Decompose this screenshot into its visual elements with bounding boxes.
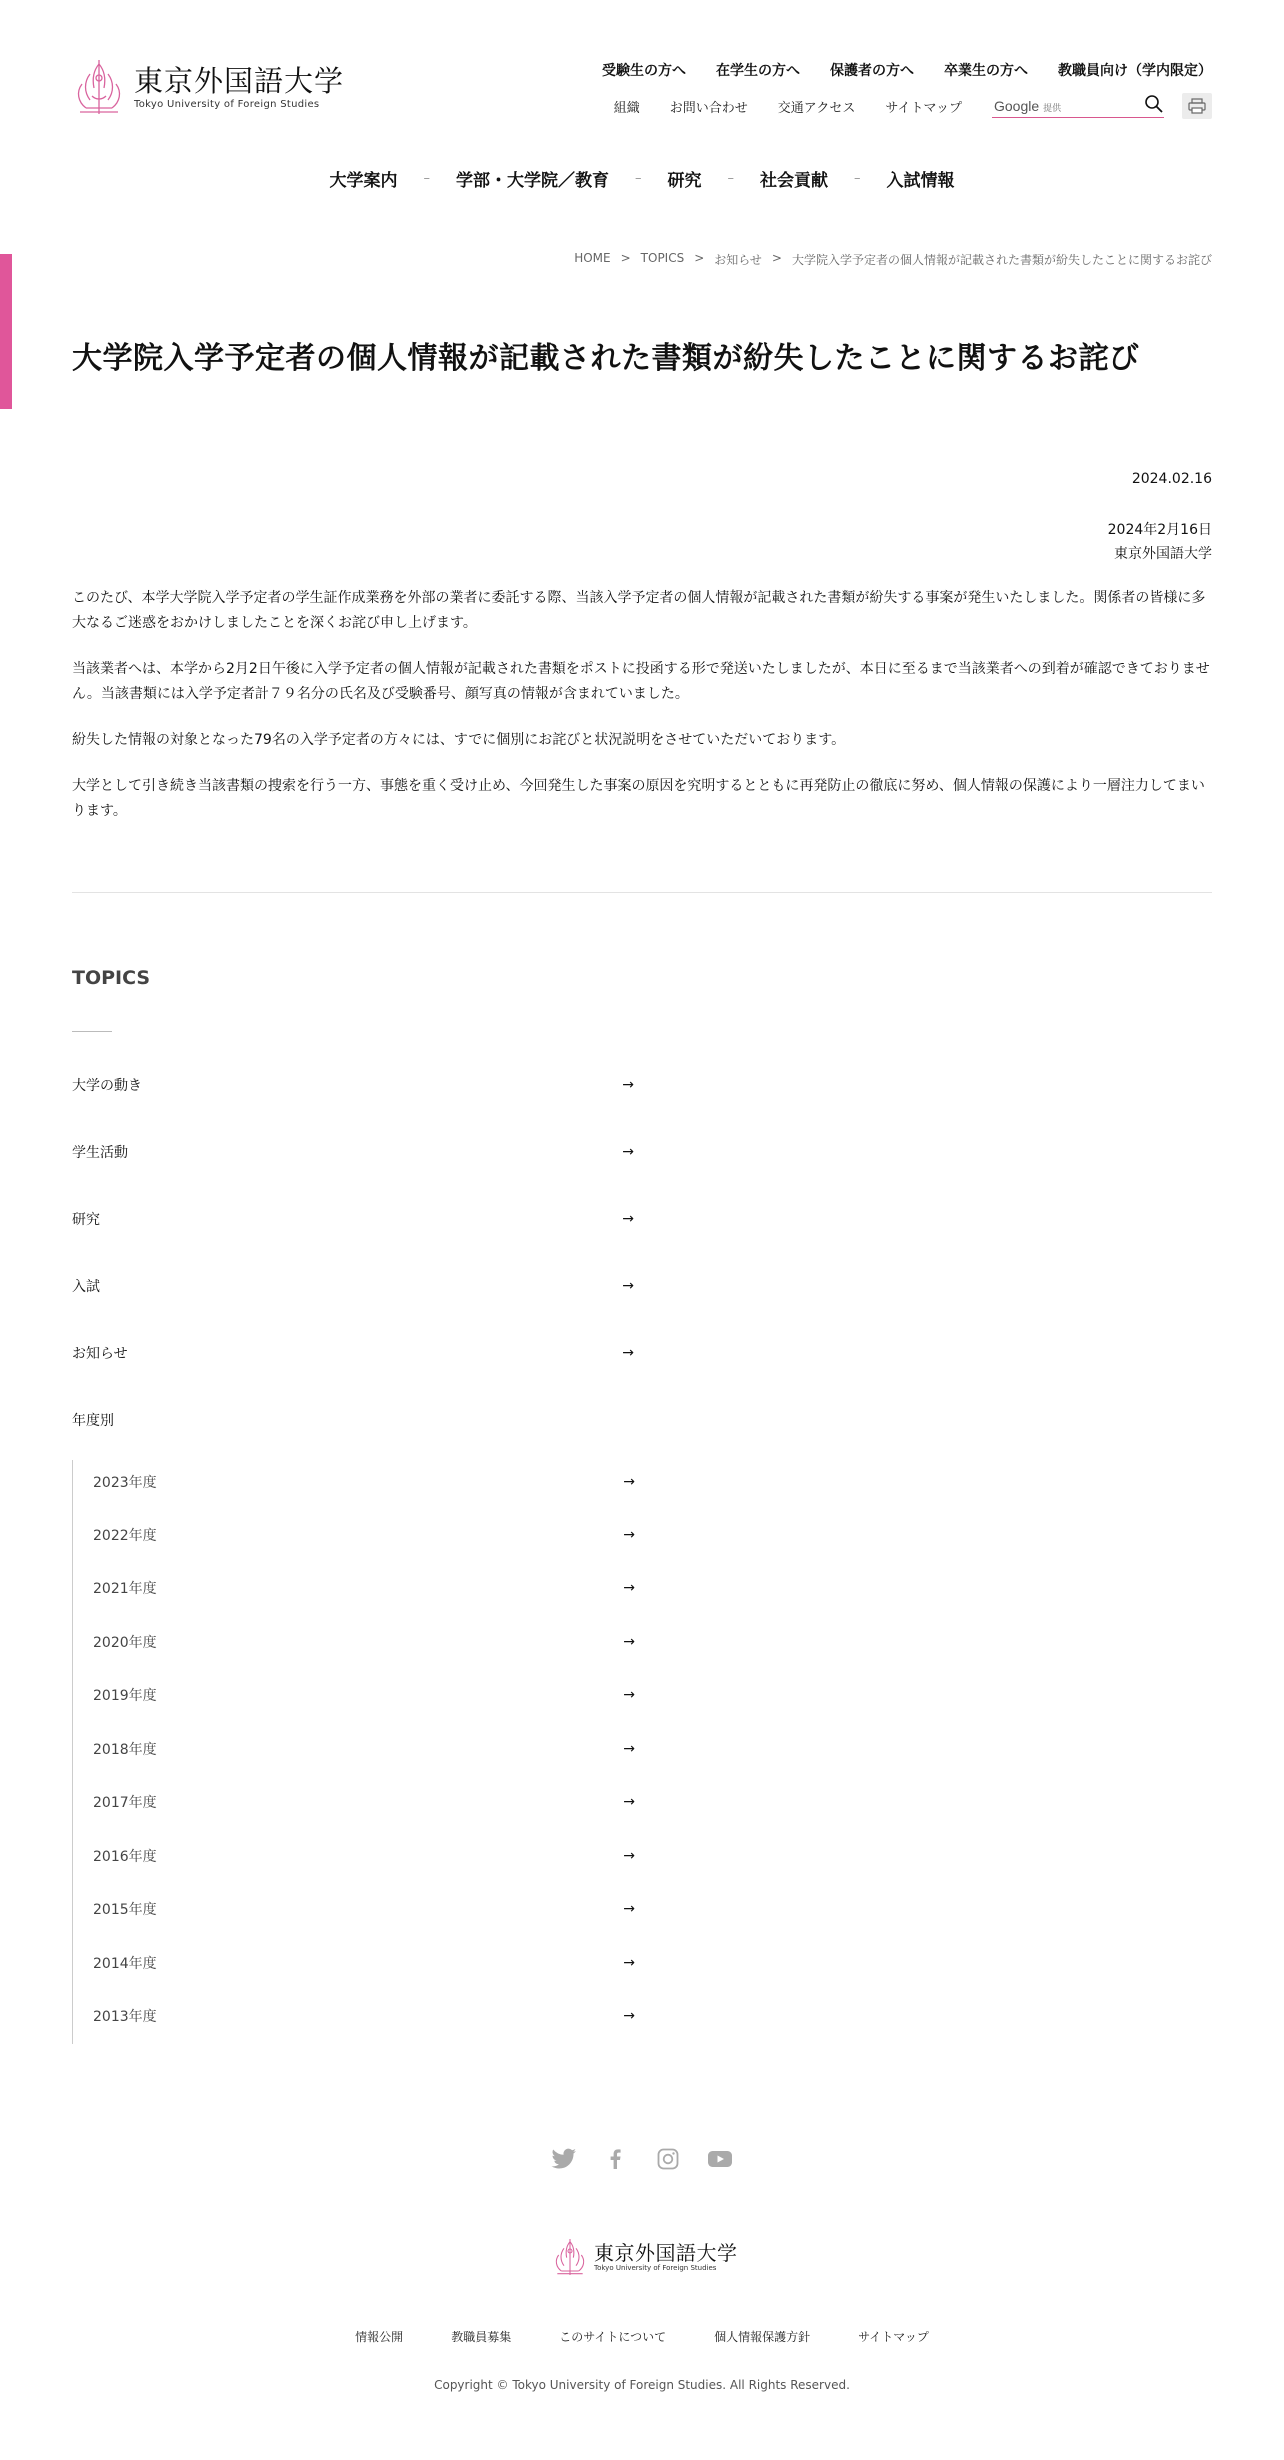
signature-org: 東京外国語大学 <box>1114 546 1212 562</box>
gnav-separator: – <box>727 171 734 186</box>
arrow-right-icon: → <box>623 1848 635 1864</box>
year-list <box>72 1460 634 2044</box>
arrow-right-icon: → <box>623 1794 635 1810</box>
facebook-icon[interactable] <box>603 2148 629 2174</box>
footer-nav <box>0 2328 1284 2345</box>
breadcrumb-current: 大学院入学予定者の個人情報が記載された書類が紛失したことに関するお詫び <box>791 253 1212 267</box>
audience-link-students[interactable]: 在学生の方へ <box>716 63 800 79</box>
footer-link-disclosure[interactable]: 情報公開 <box>355 2330 404 2344</box>
year-label: 2015年度 <box>93 1902 157 1918</box>
search-icon[interactable] <box>1144 94 1164 114</box>
arrow-right-icon: → <box>623 2008 635 2024</box>
arrow-right-icon: → <box>622 1211 634 1227</box>
year-label: 2013年度 <box>93 2009 157 2025</box>
arrow-right-icon: → <box>623 1527 635 1543</box>
article-paragraph: 大学として引き続き当該書類の捜索を行う一方、事態を重く受け止め、今回発生した事案の原因を究明するとともに再発防止の徹底に努め、個人情報の保護により一層注力してまいります。 <box>72 778 1205 819</box>
topics-category-news[interactable] <box>72 1343 634 1363</box>
gnav-separator: – <box>635 171 642 186</box>
social-links <box>0 2148 1284 2174</box>
year-label: 2014年度 <box>93 1956 157 1972</box>
footer-link-about-site[interactable]: このサイトについて <box>559 2330 667 2344</box>
year-label: 2022年度 <box>93 1528 157 1544</box>
topics-category-university[interactable] <box>72 1075 634 1095</box>
article-body <box>72 586 1212 845</box>
arrow-right-icon: → <box>622 1278 634 1294</box>
audience-nav <box>602 60 1212 80</box>
logo-title: 東京外国語大学 <box>134 63 345 98</box>
arrow-right-icon: → <box>622 1345 634 1361</box>
util-link-contact[interactable]: お問い合わせ <box>669 100 748 116</box>
breadcrumb-topics[interactable]: TOPICS <box>640 251 685 265</box>
audience-link-alumni[interactable]: 卒業生の方へ <box>944 63 1028 79</box>
topics-category-admissions[interactable] <box>72 1276 634 1296</box>
year-label: 2020年度 <box>93 1635 157 1651</box>
arrow-right-icon: → <box>622 1144 634 1160</box>
category-label: 研究 <box>72 1212 100 1228</box>
year-item-2015[interactable] <box>93 1899 635 1919</box>
arrow-right-icon: → <box>623 1901 635 1917</box>
breadcrumb-home[interactable]: HOME <box>574 251 611 265</box>
gnav-about[interactable]: 大学案内 <box>329 171 398 191</box>
year-label: 2019年度 <box>93 1688 157 1704</box>
title-accent-bar <box>0 254 12 409</box>
article-paragraph: このたび、本学大学院入学予定者の学生証作成業務を外部の業者に委託する際、当該入学予定者の個人情報が記載された書類が紛失する事案が発生いたしました。関係者の皆様に多大なるご迷惑をおかけしましたことを深くお詫び申し上げます。 <box>72 590 1206 631</box>
global-nav <box>0 166 1284 191</box>
year-label: 2021年度 <box>93 1581 157 1597</box>
audience-link-parents[interactable]: 保護者の方へ <box>830 63 914 79</box>
year-item-2019[interactable] <box>93 1685 635 1705</box>
year-item-2023[interactable] <box>93 1472 635 1492</box>
util-link-organization[interactable]: 組織 <box>613 100 640 116</box>
footer-link-privacy[interactable]: 個人情報保護方針 <box>714 2330 811 2344</box>
utility-nav <box>614 93 1212 119</box>
year-item-2020[interactable] <box>93 1632 635 1652</box>
topics-category-research[interactable] <box>72 1209 634 1229</box>
footer-logo-subtitle: Tokyo University of Foreign Studies <box>594 2264 717 2272</box>
gnav-admissions[interactable]: 入試情報 <box>886 171 955 191</box>
year-label: 2018年度 <box>93 1742 157 1758</box>
search-brand-suffix: 提供 <box>1043 103 1062 114</box>
search-input[interactable] <box>992 94 1164 118</box>
year-label: 2023年度 <box>93 1475 157 1491</box>
topics-heading-underline <box>72 1031 112 1032</box>
footer-link-sitemap[interactable]: サイトマップ <box>858 2330 929 2344</box>
university-emblem-icon <box>72 56 126 118</box>
footer-logo-title: 東京外国語大学 <box>594 2241 738 2265</box>
gnav-contribution[interactable]: 社会貢献 <box>760 171 828 191</box>
post-date: 2024.02.16 <box>1131 471 1212 487</box>
logo-subtitle: Tokyo University of Foreign Studies <box>134 98 320 110</box>
year-item-2018[interactable] <box>93 1739 635 1759</box>
year-item-2014[interactable] <box>93 1953 635 1973</box>
article-paragraph: 紛失した情報の対象となった79名の入学予定者の方々には、すでに個別にお詫びと状況説明をさせていただいております。 <box>72 732 846 748</box>
search-brand: Google <box>994 97 1040 114</box>
footer-link-recruit[interactable]: 教職員募集 <box>451 2330 512 2344</box>
util-link-sitemap[interactable]: サイトマップ <box>885 100 962 116</box>
audience-link-staff[interactable]: 教職員向け（学内限定） <box>1058 63 1212 79</box>
article-signature <box>1108 518 1212 566</box>
arrow-right-icon: → <box>623 1580 635 1596</box>
printer-icon <box>1188 98 1206 114</box>
print-button[interactable] <box>1182 93 1212 119</box>
topics-category-student[interactable] <box>72 1142 634 1162</box>
copyright: Copyright © Tokyo University of Foreign Studies. All Rights Reserved. <box>434 2378 850 2392</box>
arrow-right-icon: → <box>623 1474 635 1490</box>
topics-by-year-heading <box>72 1410 634 1430</box>
breadcrumb-news[interactable]: お知らせ <box>714 253 762 267</box>
youtube-icon[interactable] <box>707 2148 733 2174</box>
section-divider <box>72 892 1212 893</box>
gnav-separator: – <box>423 171 430 186</box>
arrow-right-icon: → <box>623 1687 635 1703</box>
year-item-2022[interactable] <box>93 1525 635 1545</box>
topics-heading: TOPICS <box>72 967 151 989</box>
breadcrumb <box>574 251 1212 268</box>
article-paragraph: 当該業者へは、本学から2月2日午後に入学予定者の個人情報が記載された書類をポストに投函する形で発送いたしましたが、本日に至るまで当該業者への到着が確認できておりません。当該書類には入学予定者計７９名分の氏名及び受験番号、顔写真の情報が含まれていました。 <box>72 661 1210 702</box>
site-logo[interactable] <box>72 56 344 118</box>
breadcrumb-separator: > <box>694 251 705 265</box>
arrow-right-icon: → <box>622 1077 634 1093</box>
year-item-2016[interactable] <box>93 1846 635 1866</box>
signature-date: 2024年2月16日 <box>1107 522 1212 538</box>
university-emblem-icon <box>552 2236 588 2278</box>
year-item-2013[interactable] <box>93 2006 635 2026</box>
twitter-icon[interactable] <box>551 2148 577 2174</box>
breadcrumb-separator: > <box>771 251 782 265</box>
year-label: 2017年度 <box>93 1795 157 1811</box>
year-item-2021[interactable] <box>93 1578 635 1598</box>
category-label: お知らせ <box>72 1346 128 1362</box>
category-label: 大学の動き <box>72 1078 142 1094</box>
footer-logo[interactable] <box>552 2236 738 2278</box>
util-link-access[interactable]: 交通アクセス <box>777 100 856 116</box>
breadcrumb-separator: > <box>620 251 631 265</box>
arrow-right-icon: → <box>623 1955 635 1971</box>
year-item-2017[interactable] <box>93 1792 635 1812</box>
gnav-education[interactable]: 学部・大学院／教育 <box>456 171 609 191</box>
category-label: 学生活動 <box>72 1145 128 1161</box>
gnav-separator: – <box>854 171 861 186</box>
year-heading-label: 年度別 <box>72 1413 114 1429</box>
arrow-right-icon: → <box>623 1634 635 1650</box>
arrow-right-icon: → <box>623 1741 635 1757</box>
category-label: 入試 <box>72 1279 100 1295</box>
year-label: 2016年度 <box>93 1849 157 1865</box>
page-title: 大学院入学予定者の個人情報が記載された書類が紛失したことに関するお詫び <box>72 341 1140 376</box>
instagram-icon[interactable] <box>655 2148 681 2174</box>
gnav-research[interactable]: 研究 <box>667 171 702 191</box>
audience-link-applicants[interactable]: 受験生の方へ <box>602 63 686 79</box>
